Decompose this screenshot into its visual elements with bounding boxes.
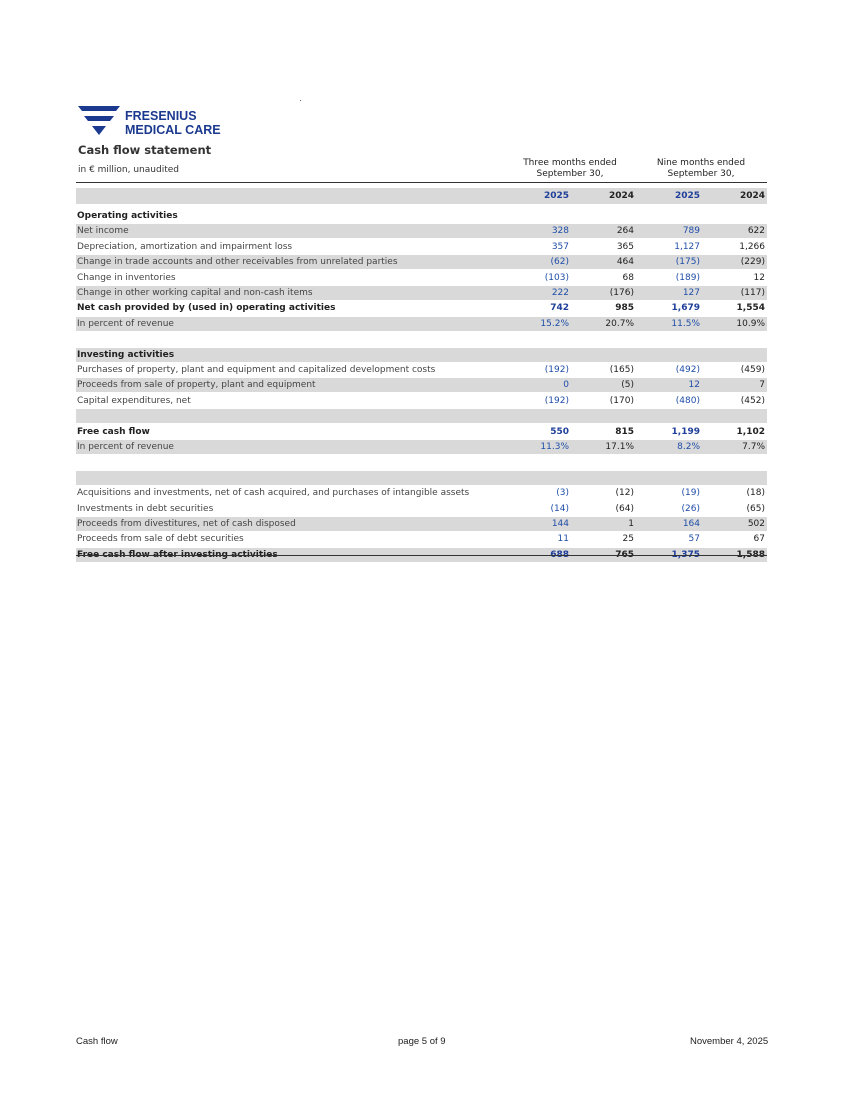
footer-section: Cash flow <box>76 1036 118 1047</box>
row-value: 57 <box>688 534 700 545</box>
table-row <box>76 363 767 377</box>
row-value: (103) <box>544 272 569 283</box>
row-value: (14) <box>550 503 569 514</box>
row-label: Free cash flow after investing activities <box>77 549 278 560</box>
row-label: Change in other working capital and non-cash items <box>77 288 313 298</box>
row-value: 789 <box>682 226 700 237</box>
row-value: 1,554 <box>736 303 765 314</box>
row-value: 815 <box>615 426 634 437</box>
row-value: 357 <box>551 241 569 252</box>
row-value: (480) <box>675 395 700 406</box>
row-value: (12) <box>615 488 634 499</box>
row-value: 11.3% <box>540 442 569 452</box>
row-value: 68 <box>622 272 634 283</box>
row-value: 1,679 <box>671 303 700 314</box>
row-value: (165) <box>609 365 634 375</box>
row-value: 127 <box>682 288 700 298</box>
table-row <box>76 224 767 238</box>
row-label: Proceeds from sale of debt securities <box>77 534 244 545</box>
table-row <box>76 209 767 223</box>
row-value: (170) <box>609 395 634 406</box>
row-value: 7.7% <box>742 442 765 452</box>
logo-text-line1: FRESENIUS <box>125 109 197 123</box>
row-value: 222 <box>551 288 569 298</box>
row-value: 20.7% <box>605 318 634 329</box>
table-row <box>76 486 767 500</box>
row-value: 765 <box>615 549 634 560</box>
row-value: 0 <box>563 380 569 391</box>
row-value: (459) <box>740 365 765 375</box>
row-value: 1,199 <box>671 426 700 437</box>
row-label: Depreciation, amortization and impairment loss <box>77 241 293 252</box>
row-label: Proceeds from divestitures, net of cash disposed <box>77 519 296 529</box>
row-value: 688 <box>550 549 569 560</box>
row-label: Capital expenditures, net <box>77 395 191 406</box>
row-value: 10.9% <box>736 318 765 329</box>
year-header: 2024 <box>739 191 765 201</box>
table-row <box>76 271 767 285</box>
column-group-line1: Three months ended <box>523 158 617 168</box>
row-label: Change in inventories <box>77 272 176 283</box>
row-value: 8.2% <box>677 442 700 452</box>
row-label: In percent of revenue <box>77 442 174 452</box>
table-row <box>76 394 767 408</box>
row-value: 17.1% <box>605 442 634 452</box>
table-row <box>76 455 767 469</box>
units-note: in € million, unaudited <box>78 165 179 175</box>
row-label: Purchases of property, plant and equipment and capitalized development costs <box>77 365 436 375</box>
row-value: 11 <box>557 534 569 545</box>
row-value: 365 <box>616 241 634 252</box>
row-value: 1 <box>628 519 634 529</box>
row-value: 1,266 <box>739 241 765 252</box>
row-value: 1,588 <box>736 549 765 560</box>
row-label: In percent of revenue <box>77 318 174 329</box>
row-value: (3) <box>556 488 569 499</box>
row-value: (175) <box>675 257 700 268</box>
row-value: 464 <box>616 257 634 268</box>
row-value: (62) <box>550 257 569 268</box>
row-value: (192) <box>544 365 569 375</box>
header-rule <box>76 182 767 183</box>
table-row <box>76 317 767 331</box>
column-group-line2: September 30, <box>667 169 735 179</box>
row-value: 264 <box>616 226 634 237</box>
row-value: 1,375 <box>671 549 700 560</box>
footer-page-number: page 5 of 9 <box>398 1036 446 1047</box>
page-title: Cash flow statement <box>78 143 212 157</box>
table-row <box>76 286 767 300</box>
table-row <box>76 348 767 362</box>
logo-mark-icon <box>78 106 120 136</box>
table-row <box>76 409 767 423</box>
row-value: 502 <box>747 519 765 529</box>
table-row <box>76 425 767 439</box>
row-value: 11.5% <box>671 318 700 329</box>
row-label: Free cash flow <box>77 426 150 437</box>
row-value: (229) <box>740 257 765 268</box>
row-label: Acquisitions and investments, net of cash acquired, and purchases of intangible assets <box>77 488 470 499</box>
row-value: 550 <box>550 426 569 437</box>
row-label: Change in trade accounts and other receivables from unrelated parties <box>77 257 398 268</box>
year-header: 2024 <box>608 191 634 201</box>
row-value: (5) <box>621 380 634 391</box>
row-value: 144 <box>551 519 569 529</box>
table-row <box>76 332 767 346</box>
column-group-line2: September 30, <box>536 169 604 179</box>
row-value: (26) <box>681 503 700 514</box>
table-bottom-rule <box>76 555 767 556</box>
row-value: 12 <box>688 380 700 391</box>
row-value: (189) <box>675 272 700 283</box>
row-label: Proceeds from sale of property, plant and equipment <box>77 380 316 391</box>
speck <box>300 100 301 101</box>
row-value: 328 <box>551 226 569 237</box>
row-label: Operating activities <box>77 211 178 221</box>
row-value: 7 <box>759 380 765 391</box>
row-value: 15.2% <box>540 318 569 329</box>
table-row <box>76 502 767 516</box>
row-value: (117) <box>740 288 765 298</box>
row-value: (176) <box>609 288 634 298</box>
year-header-row <box>76 188 767 204</box>
table-row <box>76 378 767 392</box>
year-header: 2025 <box>543 191 569 201</box>
row-value: 164 <box>682 519 700 529</box>
row-value: (452) <box>740 395 765 406</box>
column-group-line1: Nine months ended <box>656 158 746 168</box>
row-value: (19) <box>681 488 700 499</box>
table-row <box>76 301 767 315</box>
table-row <box>76 517 767 531</box>
row-value: (65) <box>746 503 765 514</box>
row-label: Net income <box>77 226 129 237</box>
row-value: 1,127 <box>674 241 700 252</box>
column-group-three-months <box>520 158 620 180</box>
row-value: 742 <box>550 303 569 314</box>
logo-text-line2: MEDICAL CARE <box>125 123 221 137</box>
row-value: 1,102 <box>736 426 765 437</box>
row-value: 985 <box>615 303 634 314</box>
row-label: Investments in debt securities <box>77 503 214 514</box>
column-group-nine-months <box>651 158 751 180</box>
table-row <box>76 440 767 454</box>
footer-date: November 4, 2025 <box>690 1036 769 1047</box>
row-value: 622 <box>747 226 765 237</box>
row-label: Net cash provided by (used in) operating activities <box>77 303 336 314</box>
row-value: (18) <box>746 488 765 499</box>
row-value: 67 <box>753 534 765 545</box>
row-value: 12 <box>753 272 765 283</box>
year-header: 2025 <box>674 191 700 201</box>
row-label: Investing activities <box>77 349 175 360</box>
table-row <box>76 240 767 254</box>
row-value: (64) <box>615 503 634 514</box>
row-value: (492) <box>675 365 700 375</box>
row-value: 25 <box>622 534 634 545</box>
table-row <box>76 471 767 485</box>
row-value: (192) <box>544 395 569 406</box>
table-row <box>76 255 767 269</box>
table-row <box>76 532 767 546</box>
